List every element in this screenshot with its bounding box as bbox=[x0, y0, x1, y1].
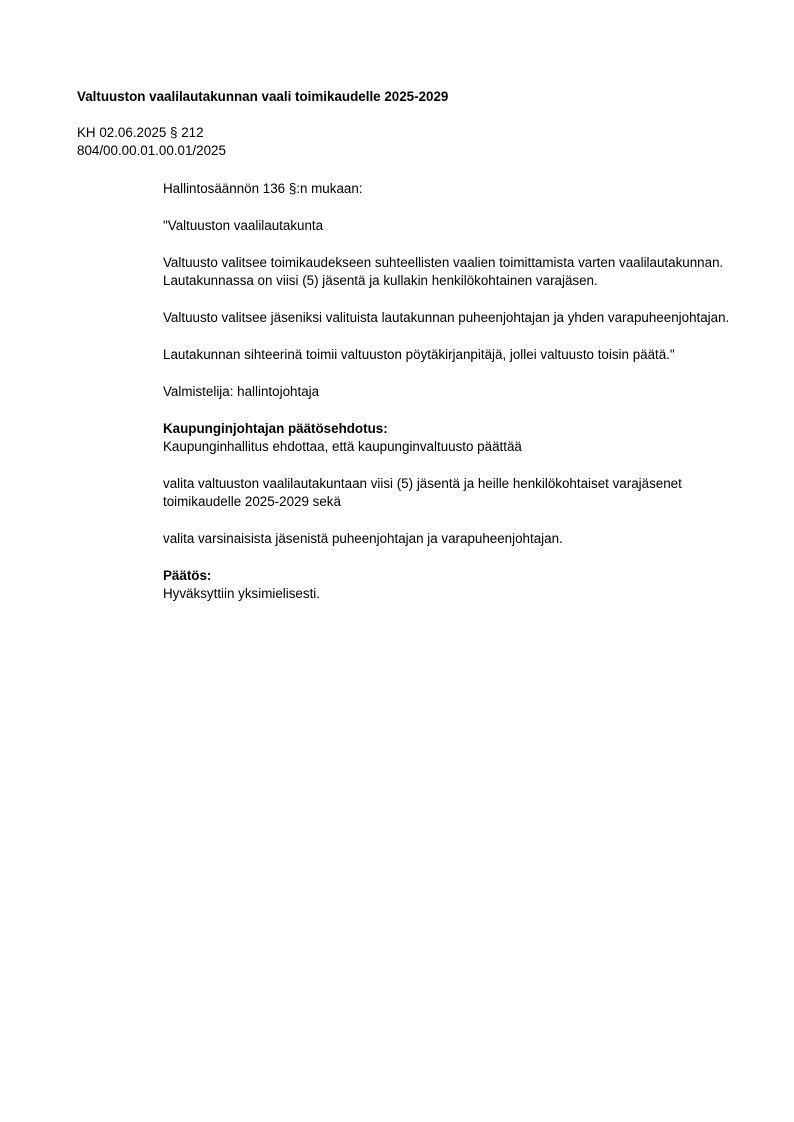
paragraph-election-committee: Valtuusto valitsee toimikaudekseen suhteellisten vaalien toimittamista varten vaalilautakunnan. Lautakunnassa on viisi (5) jäsentä ja kullakin henkilökohtainen varajäsen. bbox=[163, 255, 724, 288]
paragraph-quote-heading: "Valtuuston vaalilautakunta bbox=[163, 218, 324, 233]
meeting-reference: KH 02.06.2025 § 212 bbox=[77, 125, 204, 140]
document-title: Valtuuston vaalilautakunnan vaali toimikaudelle 2025-2029 bbox=[77, 89, 449, 104]
paragraph-secretary: Lautakunnan sihteerinä toimii valtuuston pöytäkirjanpitäjä, jollei valtuusto toisin päätä." bbox=[163, 347, 675, 362]
decision-heading: Päätös: bbox=[163, 568, 212, 583]
proposal-intro: Kaupunginhallitus ehdottaa, että kaupunginvaltuusto päättää bbox=[163, 439, 522, 454]
proposal-heading: Kaupunginjohtajan päätösehdotus: bbox=[163, 421, 388, 436]
proposal-item-1: valita valtuuston vaalilautakuntaan viisi (5) jäsentä ja heille henkilökohtaiset varajäsenet toimikaudelle 2025-2029 sekä bbox=[163, 476, 682, 509]
decision-text: Hyväksyttiin yksimielisesti. bbox=[163, 586, 320, 601]
proposal-item-2: valita varsinaisista jäsenistä puheenjohtajan ja varapuheenjohtajan. bbox=[163, 531, 563, 546]
proposal-section bbox=[163, 420, 733, 456]
paragraph-intro: Hallintosäännön 136 §:n mukaan: bbox=[163, 181, 363, 196]
document-body bbox=[163, 180, 733, 622]
case-number: 804/00.00.01.00.01/2025 bbox=[77, 143, 226, 158]
paragraph-chair-selection: Valtuusto valitsee jäseniksi valituista lautakunnan puheenjohtajan ja yhden varapuheenjohtajan. bbox=[163, 310, 730, 325]
document-meta bbox=[77, 124, 226, 160]
paragraph-preparer: Valmistelija: hallintojohtaja bbox=[163, 384, 320, 399]
decision-section bbox=[163, 567, 733, 603]
